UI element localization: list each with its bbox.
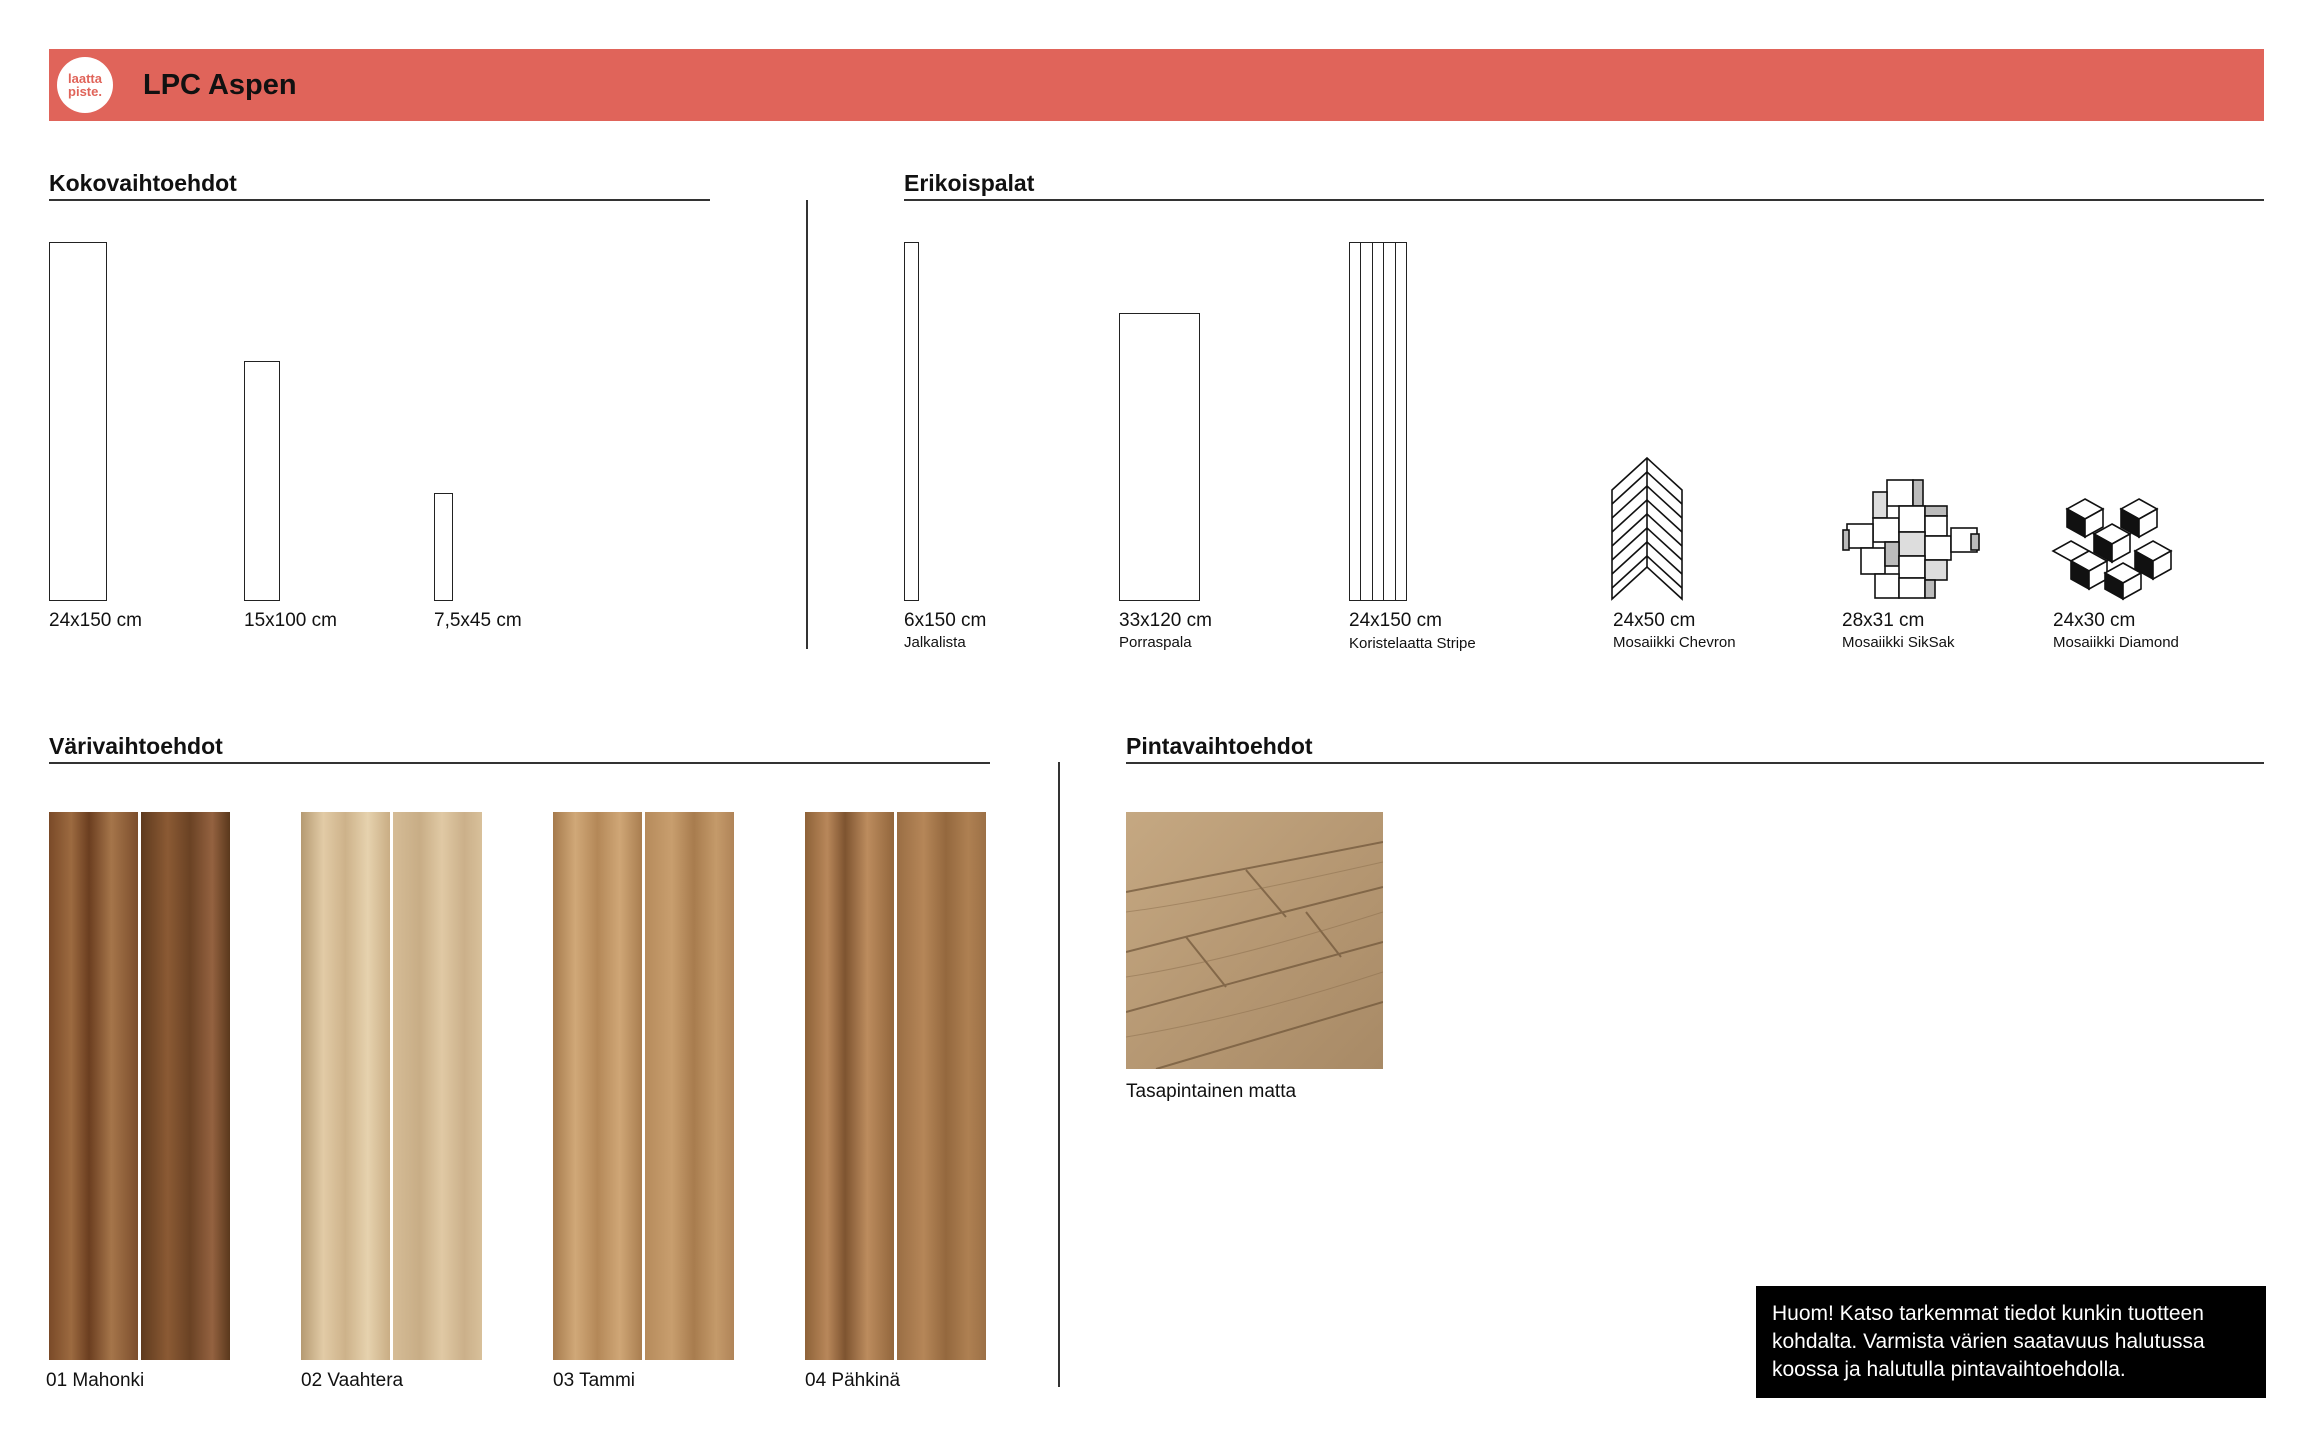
- availability-note: Huom! Katso tarkemmat tiedot kunkin tuotteen kohdalta. Varmista värien saatavuus halutussa koossa ja halutulla pintavaihtoehdolla.: [1756, 1286, 2266, 1398]
- stripe-segment: [1373, 243, 1384, 600]
- special-tile-porraspala: [1119, 313, 1200, 601]
- stripe-segment: [1350, 243, 1361, 600]
- special-name-chevron: Mosaiikki Chevron: [1613, 634, 1736, 651]
- size-tile-24x150: [49, 242, 107, 601]
- size-label-24x150: 24x150 cm: [49, 610, 142, 631]
- siksak-mosaic-icon: [1841, 478, 1981, 601]
- finishes-section-rule: [1126, 762, 2264, 764]
- diamond-mosaic-icon: [2051, 497, 2183, 601]
- finishes-section-title: Pintavaihtoehdot: [1126, 733, 1313, 759]
- special-name-stripe: Koristelaatta Stripe: [1349, 635, 1476, 652]
- special-name-siksak: Mosaiikki SikSak: [1842, 634, 1955, 651]
- top-column-divider: [806, 200, 808, 649]
- chevron-mosaic-icon: [1610, 456, 1684, 601]
- sizes-section-rule: [49, 199, 710, 201]
- wood-plank-a: [49, 812, 138, 1360]
- colors-section-rule: [49, 762, 990, 764]
- page-title: LPC Aspen: [143, 69, 297, 101]
- size-tile-7-5x45: [434, 493, 453, 601]
- color-swatch-vaahtera[interactable]: [301, 812, 482, 1360]
- special-tile-jalkalista: [904, 242, 919, 601]
- color-label-vaahtera: 02 Vaahtera: [301, 1370, 404, 1391]
- wood-plank-b: [393, 812, 482, 1360]
- special-size-porraspala: 33x120 cm: [1119, 610, 1212, 631]
- colors-section-title: Värivaihtoehdot: [49, 733, 223, 759]
- special-size-stripe: 24x150 cm: [1349, 610, 1442, 631]
- color-swatch-mahonki[interactable]: [49, 812, 230, 1360]
- special-name-jalkalista: Jalkalista: [904, 634, 966, 651]
- color-label-mahonki: 01 Mahonki: [46, 1370, 145, 1391]
- stripe-segment: [1361, 243, 1372, 600]
- floor-texture-image: [1126, 812, 1383, 1069]
- color-label-pahkina: 04 Pähkinä: [805, 1370, 901, 1391]
- special-tile-stripe: [1349, 242, 1407, 601]
- bottom-column-divider: [1058, 762, 1060, 1387]
- wood-plank-a: [553, 812, 642, 1360]
- wood-plank-b: [645, 812, 734, 1360]
- laattapiste-logo[interactable]: [57, 57, 113, 113]
- size-label-15x100: 15x100 cm: [244, 610, 337, 631]
- special-size-chevron: 24x50 cm: [1613, 610, 1696, 631]
- stripe-segment: [1396, 243, 1406, 600]
- special-size-diamond: 24x30 cm: [2053, 610, 2136, 631]
- size-label-7-5x45: 7,5x45 cm: [434, 610, 522, 631]
- sizes-section-title: Kokovaihtoehdot: [49, 170, 237, 196]
- color-swatch-pahkina[interactable]: [805, 812, 986, 1360]
- specials-section-title: Erikoispalat: [904, 170, 1035, 196]
- logo-line-2: piste.: [68, 84, 102, 99]
- stripe-segment: [1384, 243, 1395, 600]
- color-label-tammi: 03 Tammi: [553, 1370, 636, 1391]
- header-bar: [49, 49, 2264, 121]
- color-swatch-tammi[interactable]: [553, 812, 734, 1360]
- special-size-siksak: 28x31 cm: [1842, 610, 1925, 631]
- wood-plank-b: [897, 812, 986, 1360]
- finish-label-matta: Tasapintainen matta: [1126, 1081, 1297, 1102]
- logo-line-1: laatta: [68, 71, 102, 86]
- wood-plank-b: [141, 812, 230, 1360]
- special-name-porraspala: Porraspala: [1119, 634, 1192, 651]
- finish-swatch-matta[interactable]: [1126, 812, 1383, 1069]
- special-name-diamond: Mosaiikki Diamond: [2053, 634, 2179, 651]
- wood-plank-a: [301, 812, 390, 1360]
- size-tile-15x100: [244, 361, 280, 601]
- wood-plank-a: [805, 812, 894, 1360]
- special-size-jalkalista: 6x150 cm: [904, 610, 987, 631]
- specials-section-rule: [904, 199, 2264, 201]
